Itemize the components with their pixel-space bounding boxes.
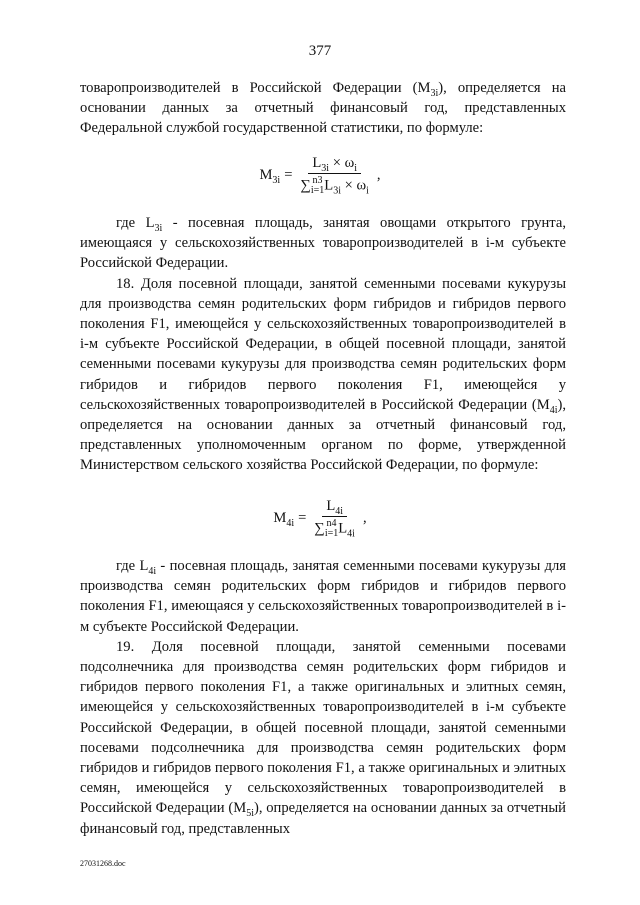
denominator: ∑ n3 i=1 $L_{3i} \times \omega_i$	[300, 175, 369, 197]
text-block-item-19	[80, 556, 566, 839]
formula-lhs: $M_{4i}$	[273, 510, 295, 529]
paragraph-where-l4i: где $L_{4i}$ - посевная площадь, занятая семенными посевами кукурузы для производства семян родительских форм гибридов и гибридов первого поколения F1, имеющаяся у сельскохозяйственных товаропроизводителей в i-м субъекте Российской Федерации.	[80, 558, 566, 635]
document-footer: 27031268.doc	[80, 859, 126, 868]
formula-lhs: $M_{3i}$	[259, 167, 281, 186]
formula-m3i: $M_{3i}$ = $L_{3i} \times \omega_i$ ∑ n3 i=1 $L_{3i} \times \omega_i$ ,	[259, 155, 381, 197]
text-block-item-18	[80, 213, 566, 476]
text-block-intro	[80, 78, 566, 139]
sum-sign: ∑	[314, 520, 325, 537]
paragraph-item-18: 18. Доля посевной площади, занятой семенными посевами кукурузы для производства семян родительских форм гибридов и гибридов первого поколения F1, имеющейся у сельскохозяйственных товаропроизводителей в i-м субъекте Российской Федерации, в общей посевной площади, занятой семенными посевами кукурузы для производства семян родительских форм гибридов и гибридов первого поколения F1, имеющейся у сельскохозяйственных товаропроизводителей в Российской Федерации $(M_{4i})$, определяется на основании данных за отчетный финансовый год, представленных уполномоченным органом по форме, утвержденной Министерством сельского хозяйства Российской Федерации, по формуле:	[80, 275, 566, 474]
paragraph-intro: товаропроизводителей в Российской Федерации $(M_{3i})$, определяется на основании данных за отчетный финансовый год, представленных Федеральной службой государственной статистики, по формуле:	[80, 80, 566, 137]
page-number: 377	[308, 43, 332, 59]
numerator: $L_{4i}$	[322, 497, 347, 517]
fraction	[310, 497, 359, 539]
numerator: $L_{3i} \times \omega_i$	[308, 154, 361, 174]
paragraph-item-19: 19. Доля посевной площади, занятой семенными посевами подсолнечника для производства семян родительских форм гибридов и гибридов первого поколения F1, а также оригинальных и элитных семян, имеющейся у сельскохозяйственных товаропроизводителей в i-м субъекте Российской Федерации, в общей посевной площади, занятой семенными посевами подсолнечника для производства семян родительских форм гибридов и гибридов первого поколения F1, а также оригинальных и элитных семян, имеющейся у сельскохозяйственных товаропроизводителей в Российской Федерации $(M_{5i})$, определяется на основании данных за отчетный финансовый год, представленных	[80, 638, 566, 837]
sum-sign: ∑	[300, 177, 311, 194]
paragraph-where-l3i: где $L_{3i}$ - посевная площадь, занятая овощами открытого грунта, имеющаяся у сельскохозяйственных товаропроизводителей в i-м субъекте Российской Федерации.	[80, 215, 566, 272]
formula-m4i: $M_{4i}$ = $L_{4i}$ ∑ n4 i=1 $L_{4i}$ ,	[273, 498, 367, 540]
denominator: ∑ n4 i=1 $L_{4i}$	[314, 518, 355, 540]
fraction	[296, 154, 372, 196]
